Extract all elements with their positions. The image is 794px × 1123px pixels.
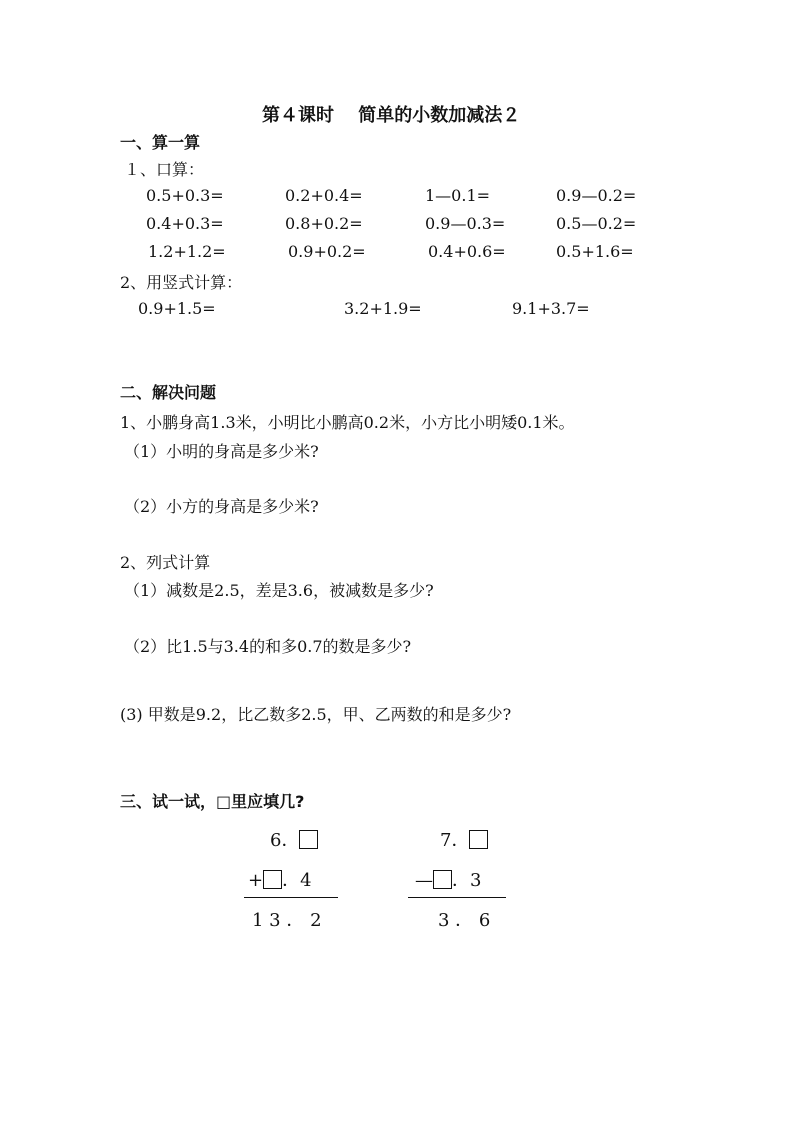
puzzle-1-middle-row bbox=[248, 866, 312, 892]
equation-problem-1: （1）减数是2.5，差是3.6，被减数是多少? bbox=[124, 581, 434, 600]
page-title: 第４课时 简单的小数加减法２ bbox=[262, 105, 521, 126]
oral-calc-item: 0.8+0.2= bbox=[285, 214, 363, 233]
oral-calc-item: 1—0.1= bbox=[425, 186, 491, 205]
puzzle-1-top-digits: 6． bbox=[270, 830, 300, 851]
equation-problem-3: (3) 甲数是9.2，比乙数多2.5，甲、乙两数的和是多少? bbox=[120, 705, 512, 724]
vertical-calc-item: 9.1+3.7= bbox=[512, 299, 590, 318]
blank-box bbox=[299, 830, 318, 849]
minus-sign: — bbox=[415, 870, 433, 891]
oral-calc-item: 0.9+0.2= bbox=[288, 242, 366, 261]
equation-problem-2: （2）比1.5与3.4的和多0.7的数是多少? bbox=[124, 637, 412, 656]
oral-calc-item: 0.4+0.3= bbox=[146, 214, 224, 233]
section-heading-1: 一、算一算 bbox=[120, 133, 201, 152]
puzzle-2-top-digits: 7． bbox=[440, 830, 470, 851]
oral-calc-item: 0.2+0.4= bbox=[285, 186, 363, 205]
question-label-oral: １、口算： bbox=[124, 160, 205, 179]
word-problem-1-part-1: （1）小明的身高是多少米? bbox=[124, 442, 319, 461]
puzzle-1-middle-digits: ．4 bbox=[282, 870, 312, 891]
blank-box bbox=[263, 870, 282, 889]
vertical-calc-item: 3.2+1.9= bbox=[344, 299, 422, 318]
puzzle-1-result: 1 3 ． 2 bbox=[252, 910, 322, 931]
section-heading-2: 二、解决问题 bbox=[120, 383, 217, 402]
question-label-equation: 2、列式计算 bbox=[120, 553, 211, 572]
oral-calc-item: 0.4+0.6= bbox=[428, 242, 506, 261]
oral-calc-item: 1.2+1.2= bbox=[148, 242, 226, 261]
oral-calc-item: 0.5+0.3= bbox=[146, 186, 224, 205]
oral-calc-item: 0.9—0.2= bbox=[556, 186, 637, 205]
puzzle-1-sum-line bbox=[244, 897, 338, 898]
word-problem-1: 1、小鹏身高1.3米，小明比小鹏高0.2米，小方比小明矮0.1米。 bbox=[120, 413, 575, 432]
blank-box bbox=[469, 830, 488, 849]
oral-calc-item: 0.5+1.6= bbox=[556, 242, 634, 261]
plus-sign: + bbox=[248, 870, 264, 891]
question-label-vertical: 2、用竖式计算： bbox=[120, 273, 243, 292]
puzzle-2-middle-row bbox=[415, 866, 481, 892]
puzzle-2-result: 3 ． 6 bbox=[438, 910, 491, 931]
puzzle-2-difference-line bbox=[408, 897, 506, 898]
oral-calc-item: 0.9—0.3= bbox=[425, 214, 506, 233]
oral-calc-item: 0.5—0.2= bbox=[556, 214, 637, 233]
vertical-calc-item: 0.9+1.5= bbox=[138, 299, 216, 318]
puzzle-2-top-row bbox=[440, 826, 488, 852]
section-heading-3: 三、试一试，□里应填几? bbox=[120, 792, 305, 811]
word-problem-1-part-2: （2）小方的身高是多少米? bbox=[124, 497, 319, 516]
puzzle-2-middle-digits: ．3 bbox=[452, 870, 482, 891]
blank-box bbox=[433, 870, 452, 889]
puzzle-1-top-row bbox=[270, 826, 318, 852]
